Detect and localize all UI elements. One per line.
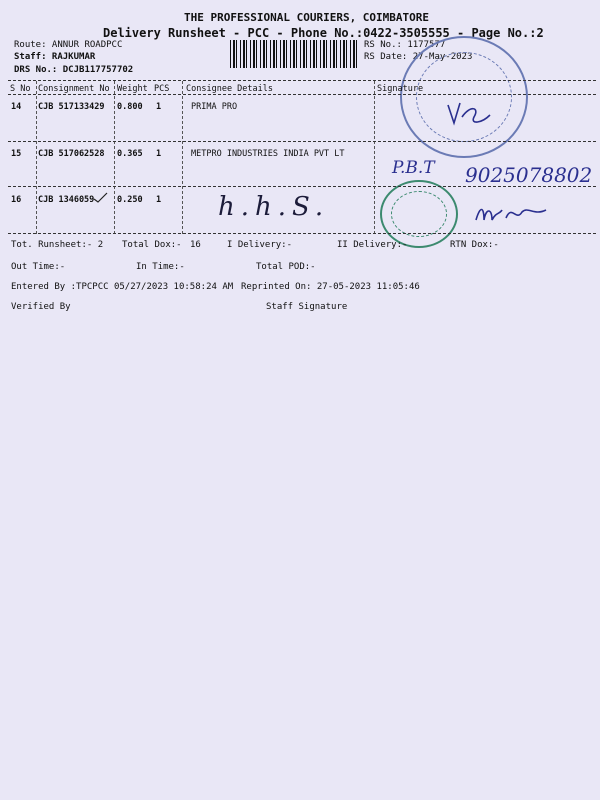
total-dox-count: 16 — [190, 240, 201, 250]
i-delivery: I Delivery:- — [227, 240, 293, 250]
col-header-consignment: Consignment No — [38, 84, 110, 94]
total-dox-label: Total Dox:- — [122, 240, 182, 250]
entered-by: Entered By :TPCPCC 05/27/2023 10:58:24 AM — [11, 282, 234, 292]
col-header-pcs: PCS — [154, 84, 170, 94]
row-14-sno: 14 — [11, 102, 22, 112]
rs-number: RS No.: 1177577 — [364, 40, 446, 50]
row-15-sno: 15 — [11, 149, 22, 159]
verified-by: Verified By — [11, 302, 71, 312]
receiver-stamp-seal — [380, 180, 458, 248]
row-15-consignee: METPRO INDUSTRIES INDIA PVT LT — [191, 149, 345, 159]
col-header-consignee: Consignee Details — [186, 84, 273, 94]
row-16-pcs: 1 — [156, 195, 162, 205]
company-title: THE PROFESSIONAL COURIERS, COIMBATORE — [184, 11, 430, 24]
ii-delivery: II Delivery:- — [337, 240, 408, 250]
route-label: Route: ANNUR ROADPCC — [14, 40, 123, 50]
column-divider — [114, 81, 115, 234]
out-time: Out Time:- — [11, 262, 66, 272]
column-divider — [182, 81, 183, 234]
col-header-weight: Weight — [117, 84, 148, 94]
row-14-consignment: CJB 517133429 — [38, 102, 105, 112]
phone-number-handwritten: 9025078802 — [465, 163, 593, 187]
row-14-pcs: 1 — [156, 102, 162, 112]
barcode — [230, 40, 360, 68]
col-header-sno: S No — [10, 84, 31, 94]
row-16-weight: 0.250 — [117, 195, 143, 205]
total-runsheet: Tot. Runsheet:- 2 — [11, 240, 104, 250]
check-mark — [93, 192, 109, 204]
row-16-sno: 16 — [11, 195, 22, 205]
pbt-handwritten: P.B.T — [392, 158, 435, 178]
staff-label: Staff: RAJKUMAR — [14, 52, 96, 62]
column-divider — [374, 81, 375, 234]
in-time: In Time:- — [136, 262, 185, 272]
col-header-signature: Signature — [377, 84, 424, 94]
total-pod: Total POD:- — [256, 262, 316, 272]
row-14-weight: 0.800 — [117, 102, 143, 112]
row-16-handwritten-mark: h.h.S. — [218, 192, 330, 222]
row-15-consignment: CJB 517062528 — [38, 149, 105, 159]
row-rule — [8, 141, 596, 142]
row-15-weight: 0.365 — [117, 149, 143, 159]
table-header-rule — [8, 94, 596, 95]
row-14-signature — [440, 95, 500, 135]
drs-number: DRS No.: DCJB117757702 — [14, 65, 134, 75]
column-divider — [36, 81, 37, 234]
row-16-signature — [472, 200, 552, 230]
row-16-consignment: CJB 1346059 — [38, 195, 95, 205]
rtn-dox: RTN Dox:- — [450, 240, 499, 250]
row-14-consignee: PRIMA PRO — [191, 102, 238, 112]
runsheet-subtitle: Delivery Runsheet - PCC - Phone No.:0422-3505555 - Page No.:2 — [103, 26, 544, 40]
row-15-pcs: 1 — [156, 149, 162, 159]
table-top-rule — [8, 80, 596, 81]
table-bottom-rule — [8, 233, 596, 234]
staff-signature-label: Staff Signature — [266, 302, 348, 312]
reprinted-on: Reprinted On: 27-05-2023 11:05:46 — [241, 282, 420, 292]
rs-date: RS Date: 27-May-2023 — [364, 52, 473, 62]
